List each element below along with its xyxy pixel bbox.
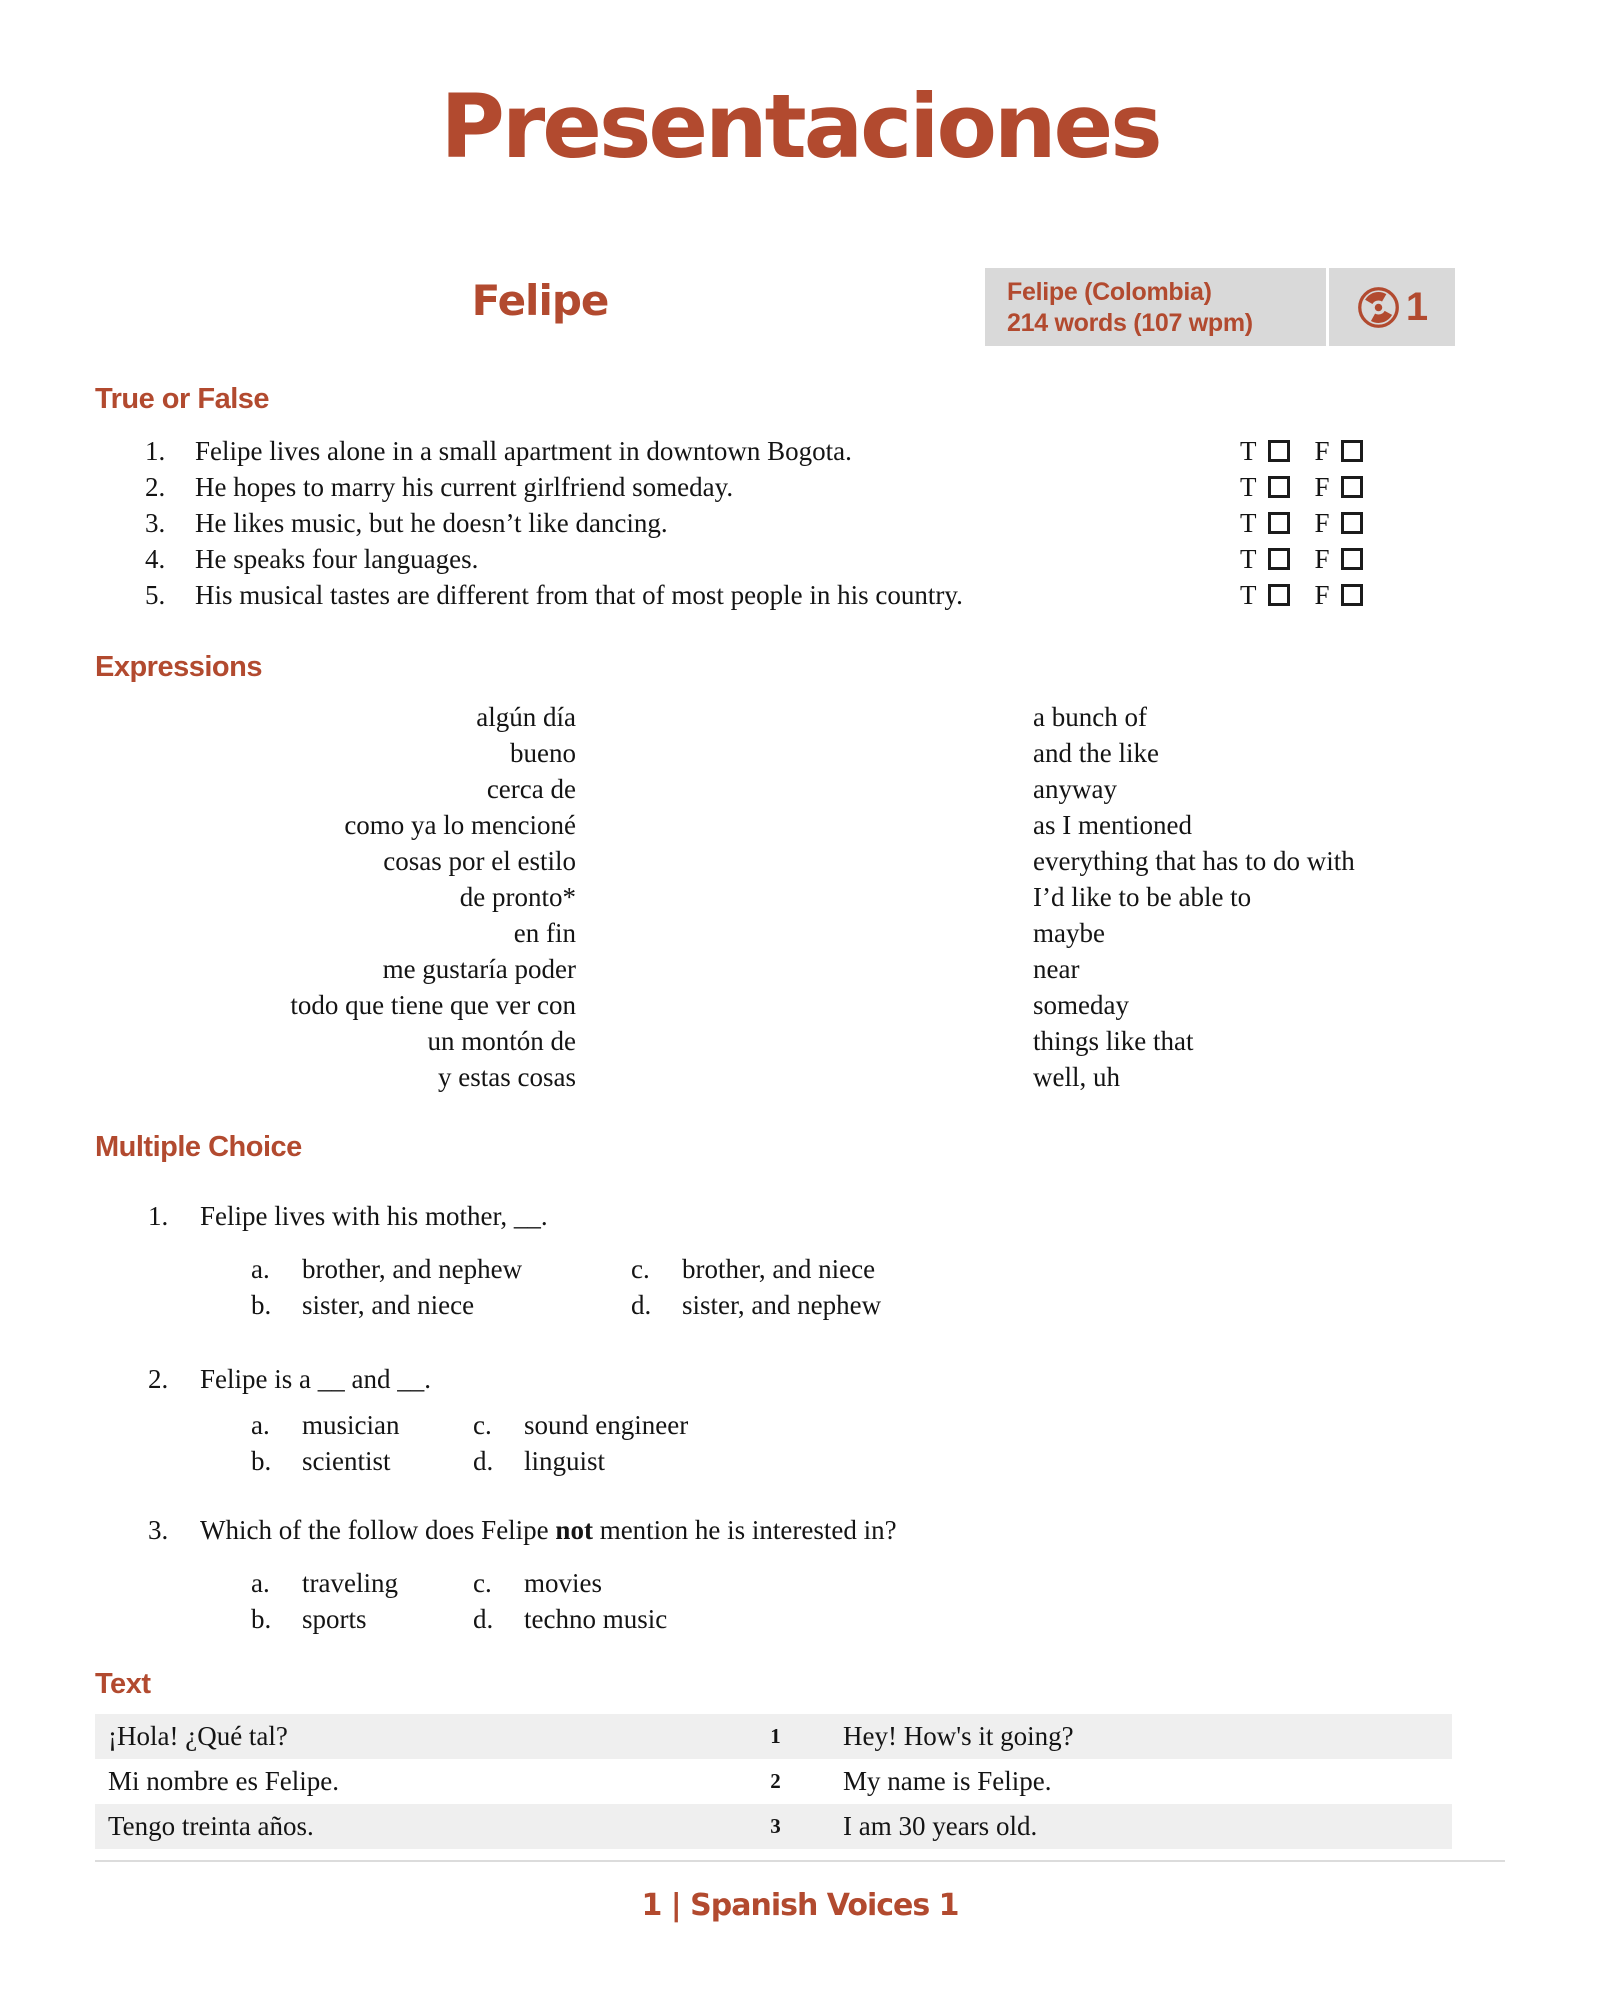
- tf-answer-group: [1240, 541, 1363, 577]
- true-label: T: [1240, 436, 1257, 466]
- mc-option[interactable]: [631, 1287, 881, 1323]
- mc-question-number: 2.: [148, 1364, 169, 1394]
- mc-option-text: sound engineer: [524, 1410, 689, 1440]
- expression-spanish: cosas por el estilo: [383, 846, 576, 876]
- false-checkbox[interactable]: [1341, 584, 1363, 606]
- mc-question-text: Which of the follow does Felipe not mention he is interested in?: [200, 1515, 897, 1545]
- text-spanish: ¡Hola! ¿Qué tal?: [108, 1721, 288, 1751]
- mc-option-label: c.: [473, 1410, 492, 1440]
- mc-option-label: a.: [251, 1254, 270, 1284]
- text-row: [95, 1714, 1452, 1759]
- mc-option[interactable]: [251, 1407, 473, 1443]
- mc-option-label: d.: [473, 1446, 494, 1476]
- tf-item-text: His musical tastes are different from that of most people in his country.: [195, 580, 963, 610]
- mc-option-text: techno music: [524, 1604, 668, 1634]
- mc-option[interactable]: [473, 1565, 667, 1601]
- audio-info-text: [985, 268, 1329, 346]
- mc-question-number: 3.: [148, 1515, 169, 1545]
- mc-option-text: scientist: [302, 1446, 391, 1476]
- page-footer: 1 | Spanish Voices 1: [641, 1888, 959, 1923]
- expression-english: everything that has to do with: [1033, 846, 1355, 876]
- mc-option[interactable]: [251, 1601, 473, 1637]
- mc-question: [148, 1361, 431, 1397]
- false-label: F: [1314, 472, 1330, 502]
- mc-option-text: sister, and niece: [302, 1290, 475, 1320]
- mc-option-label: b.: [251, 1446, 272, 1476]
- section-heading-multiple-choice: Multiple Choice: [95, 1131, 302, 1163]
- expression-spanish: en fin: [513, 918, 576, 948]
- expression-spanish: todo que tiene que ver con: [290, 990, 576, 1020]
- track-number: 1: [1405, 284, 1429, 329]
- expressions-spanish-list: [95, 699, 576, 1095]
- mc-option-label: b.: [251, 1604, 272, 1634]
- expression-english: I’d like to be able to: [1033, 882, 1252, 912]
- mc-options: [251, 1251, 881, 1323]
- section-heading-text: Text: [95, 1668, 151, 1700]
- mc-option-text: sports: [302, 1604, 367, 1634]
- expression-spanish: un montón de: [427, 1026, 576, 1056]
- audio-info-title: Felipe (Colombia): [1007, 278, 1212, 306]
- expressions-english-list: [1033, 699, 1513, 1095]
- section-heading-expressions: Expressions: [95, 651, 262, 683]
- expression-spanish: como ya lo mencioné: [344, 810, 576, 840]
- mc-option[interactable]: [473, 1443, 688, 1479]
- text-table: [95, 1714, 1452, 1849]
- expression-english: well, uh: [1033, 1062, 1120, 1092]
- expression-english: near: [1033, 954, 1080, 984]
- text-english: I am 30 years old.: [843, 1811, 1038, 1841]
- false-label: F: [1314, 508, 1330, 538]
- tf-answer-group: [1240, 433, 1363, 469]
- page-title: Presentaciones: [440, 75, 1160, 178]
- mc-option-text: traveling: [302, 1568, 398, 1598]
- false-label: F: [1314, 580, 1330, 610]
- false-checkbox[interactable]: [1341, 440, 1363, 462]
- tf-item: [145, 505, 1505, 541]
- tf-item-number: 5.: [145, 580, 166, 610]
- true-checkbox[interactable]: [1268, 512, 1290, 534]
- expression-spanish: cerca de: [486, 774, 576, 804]
- true-checkbox[interactable]: [1268, 548, 1290, 570]
- mc-option[interactable]: [631, 1251, 881, 1287]
- expression-english: and the like: [1033, 738, 1159, 768]
- tf-item: [145, 433, 1505, 469]
- text-english: My name is Felipe.: [843, 1766, 1052, 1796]
- text-row: [95, 1804, 1452, 1849]
- true-label: T: [1240, 508, 1257, 538]
- cd-icon: [1356, 285, 1401, 330]
- false-label: F: [1314, 436, 1330, 466]
- audio-info-box: [985, 268, 1455, 346]
- mc-option-text: musician: [302, 1410, 400, 1440]
- mc-option[interactable]: [251, 1287, 631, 1323]
- text-line-number: 3: [770, 1814, 781, 1838]
- tf-item-text: He hopes to marry his current girlfriend someday.: [195, 472, 734, 502]
- mc-options: [251, 1565, 667, 1637]
- mc-question-number: 1.: [148, 1201, 169, 1231]
- expression-spanish: me gustaría poder: [382, 954, 576, 984]
- text-row: [95, 1759, 1452, 1804]
- mc-option-text: brother, and nephew: [302, 1254, 523, 1284]
- audio-info-stats: 214 words (107 wpm): [1007, 309, 1253, 338]
- mc-option-label: a.: [251, 1568, 270, 1598]
- expression-english: anyway: [1033, 774, 1117, 804]
- false-label: F: [1314, 544, 1330, 574]
- text-spanish: Mi nombre es Felipe.: [108, 1766, 339, 1796]
- mc-option[interactable]: [251, 1443, 473, 1479]
- text-line-number: 2: [770, 1769, 781, 1793]
- true-checkbox[interactable]: [1268, 440, 1290, 462]
- tf-item: [145, 469, 1505, 505]
- tf-item-text: He speaks four languages.: [195, 544, 479, 574]
- true-checkbox[interactable]: [1268, 476, 1290, 498]
- tf-item-number: 1.: [145, 436, 166, 466]
- page-subtitle: Felipe: [471, 276, 609, 325]
- mc-question: [148, 1198, 548, 1234]
- expression-english: a bunch of: [1033, 702, 1147, 732]
- true-label: T: [1240, 472, 1257, 502]
- audio-track: [1329, 268, 1455, 346]
- false-checkbox[interactable]: [1341, 476, 1363, 498]
- true-label: T: [1240, 580, 1257, 610]
- mc-option-text: movies: [524, 1568, 602, 1598]
- tf-answer-group: [1240, 505, 1363, 541]
- expression-english: maybe: [1033, 918, 1105, 948]
- mc-options: [251, 1407, 688, 1479]
- expression-spanish: y estas cosas: [438, 1062, 576, 1092]
- mc-question-text: Felipe lives with his mother, __.: [200, 1201, 548, 1231]
- expression-spanish: algún día: [476, 702, 576, 732]
- false-checkbox[interactable]: [1341, 512, 1363, 534]
- tf-item-text: Felipe lives alone in a small apartment in downtown Bogota.: [195, 436, 852, 466]
- true-label: T: [1240, 544, 1257, 574]
- text-english: Hey! How's it going?: [843, 1721, 1074, 1751]
- mc-option[interactable]: [473, 1407, 688, 1443]
- mc-option-text: sister, and nephew: [682, 1290, 882, 1320]
- expression-english: someday: [1033, 990, 1129, 1020]
- tf-item: [145, 577, 1505, 613]
- tf-answer-group: [1240, 469, 1363, 505]
- expression-spanish: bueno: [510, 738, 576, 768]
- false-checkbox[interactable]: [1341, 548, 1363, 570]
- mc-option-label: c.: [473, 1568, 492, 1598]
- true-false-list: [145, 433, 1505, 613]
- mc-question: [148, 1512, 897, 1548]
- mc-option-text: linguist: [524, 1446, 606, 1476]
- expression-english: as I mentioned: [1033, 810, 1192, 840]
- mc-option[interactable]: [473, 1601, 667, 1637]
- tf-item-number: 4.: [145, 544, 166, 574]
- mc-option-text: brother, and niece: [682, 1254, 876, 1284]
- mc-option[interactable]: [251, 1565, 473, 1601]
- expression-english: things like that: [1033, 1026, 1194, 1056]
- footer-divider: [95, 1860, 1505, 1862]
- expression-spanish: de pronto*: [459, 882, 576, 912]
- tf-item: [145, 541, 1505, 577]
- tf-answer-group: [1240, 577, 1363, 613]
- mc-option[interactable]: [251, 1251, 631, 1287]
- mc-question-text: Felipe is a __ and __.: [200, 1364, 431, 1394]
- mc-option-label: a.: [251, 1410, 270, 1440]
- mc-option-label: c.: [631, 1254, 650, 1284]
- true-checkbox[interactable]: [1268, 584, 1290, 606]
- text-line-number: 1: [770, 1724, 781, 1748]
- mc-option-label: b.: [251, 1290, 272, 1320]
- tf-item-number: 2.: [145, 472, 166, 502]
- tf-item-number: 3.: [145, 508, 166, 538]
- section-heading-true-or-false: True or False: [95, 383, 270, 415]
- tf-item-text: He likes music, but he doesn’t like dancing.: [195, 508, 668, 538]
- mc-option-label: d.: [631, 1290, 652, 1320]
- text-spanish: Tengo treinta años.: [108, 1811, 314, 1841]
- mc-option-label: d.: [473, 1604, 494, 1634]
